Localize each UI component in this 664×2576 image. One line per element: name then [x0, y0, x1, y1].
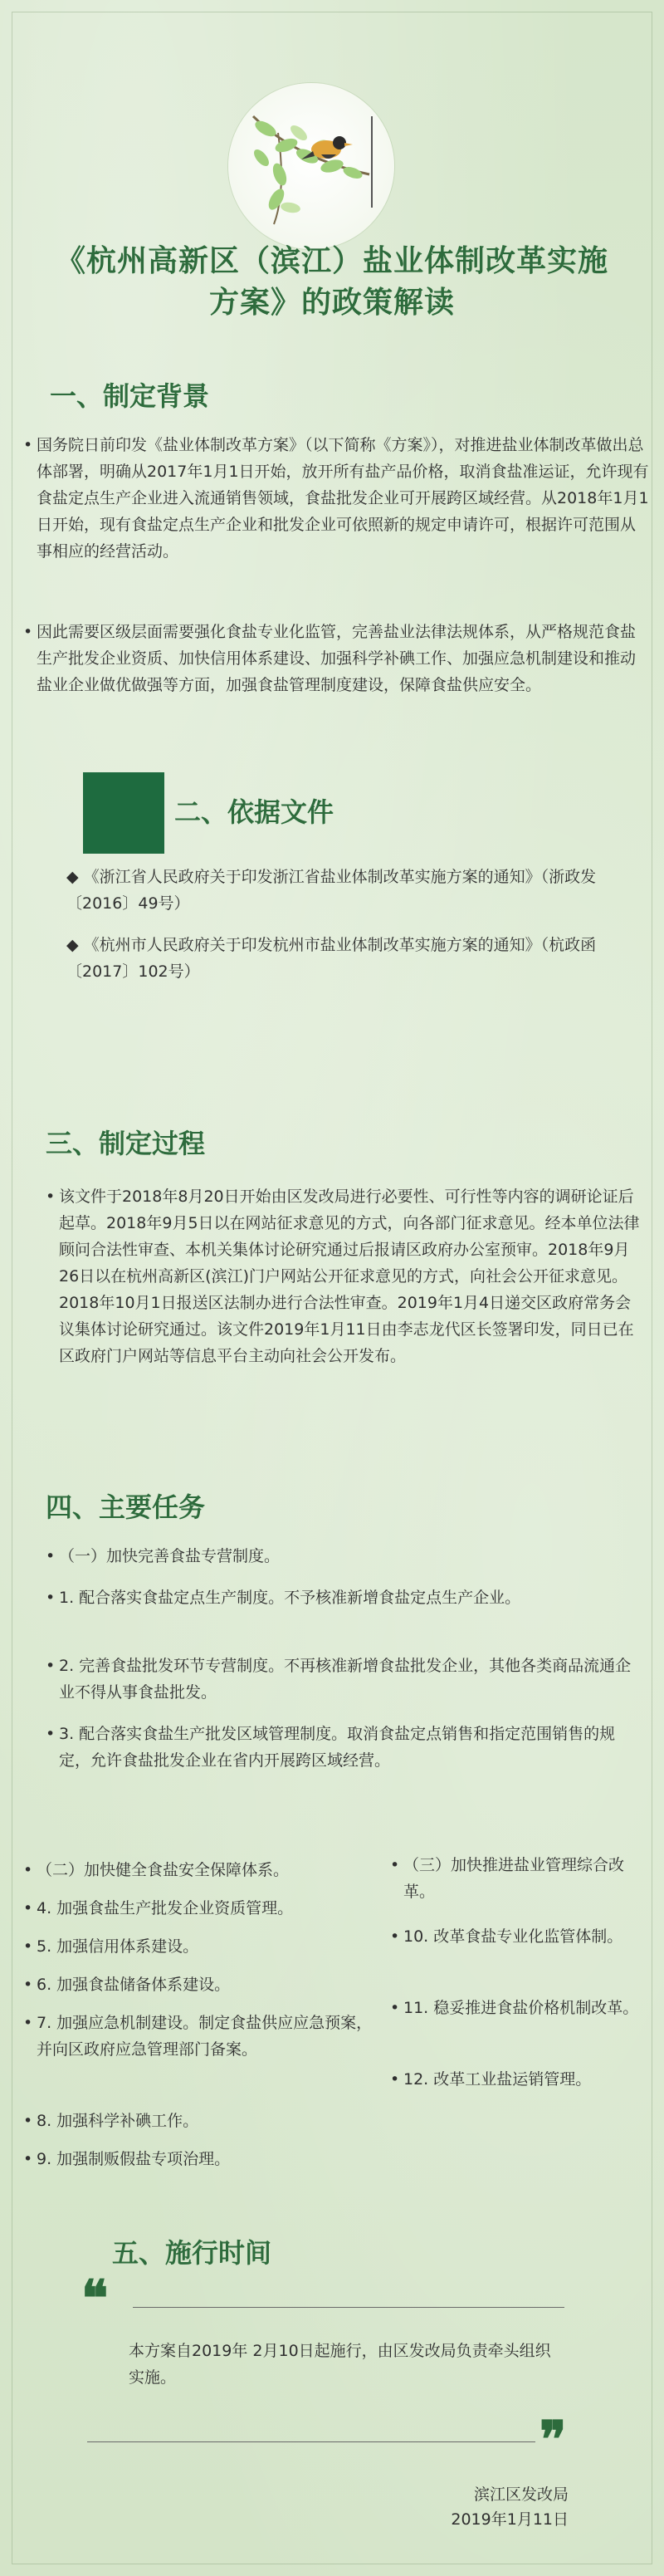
section-heading-basis: 二、依据文件: [174, 796, 334, 828]
bird-branch-icon: [228, 83, 394, 249]
task-item-1: • 1. 配合落实食盐定点生产制度。不予核准新增食盐定点生产企业。: [46, 1589, 521, 1607]
section-heading-effective: 五、施行时间: [112, 2237, 272, 2269]
signature-date: 2019年1月11日: [451, 2510, 569, 2529]
basis-document-1: ◆ 《浙江省人民政府关于印发浙江省盐业体制改革实施方案的通知》（浙政发〔2016〕49号）: [66, 868, 597, 913]
task-item-8: • 8. 加强科学补碘工作。: [23, 2112, 199, 2130]
background-paragraph-2: • 因此需要区级层面需要强化食盐专业化监管，完善盐业法律法规体系，从严格规范食盐生产批发企业资质、加快信用体系建设、加强科学补碘工作、加强应急机制建设和推动盐业企业做优做强等方面，加强食盐管理制度建设，保障食盐供应安全。: [23, 623, 637, 694]
hero-illustration: [228, 83, 394, 249]
task-item-5: • 5. 加强信用体系建设。: [23, 1937, 199, 1956]
task-item-10: • 10. 改革食盐专业化监管体制。: [390, 1927, 623, 1946]
page-title: 《杭州高新区（滨江）盐业体制改革实施方案》的政策解读: [55, 244, 608, 320]
task-item-6: • 6. 加强食盐储备体系建设。: [23, 1976, 231, 1994]
task-item-4: • 4. 加强食盐生产批发企业资质管理。: [23, 1899, 294, 1917]
task-group-1-heading: • （一）加快完善食盐专营制度。: [46, 1547, 281, 1565]
task-item-2: • 2. 完善食盐批发环节专营制度。不再核准新增食盐批发企业，其他各类商品流通企业不得从事食盐批发。: [46, 1657, 632, 1702]
quote-top-line: [133, 2307, 564, 2308]
section-heading-tasks: 四、主要任务: [46, 1491, 206, 1523]
quote-open-icon: ❝: [81, 2270, 109, 2328]
hero-divider: [371, 116, 373, 208]
quote-close-icon: ❞: [540, 2411, 567, 2469]
signature-org: 滨江区发改局: [473, 2485, 569, 2504]
section-decoration-box: [83, 772, 164, 854]
effective-paragraph: 本方案自2019年 2月10日起施行，由区发改局负责牵头组织实施。: [129, 2342, 551, 2387]
task-item-11: • 11. 稳妥推进食盐价格机制改革。: [390, 1999, 639, 2017]
task-item-7: • 7. 加强应急机制建设。制定食盐供应应急预案，并向区政府应急管理部门备案。: [23, 2014, 373, 2059]
task-item-12: • 12. 改革工业盐运销管理。: [390, 2070, 592, 2089]
process-paragraph: • 该文件于2018年8月20日开始由区发改局进行必要性、可行性等内容的调研论证后起草。2018年9月5日以在网站征求意见的方式，向各部门征求意见。经本单位法律顾问合法性审查、本机关集体讨论研究通过后报请区政府办公室预审。2018年9月26日以在杭州高新区(滨江)门户网站公开征求意见的方式，向社会公开征求意见。2018年10月1日报送区法制办进行合法性审查。2019年1月4日递交区政府常务会议集体讨论研究通过。该文件2019年1月11日由李志龙代区长签署印发，同日已在区政府门户网站等信息平台主动向社会公开发布。: [46, 1188, 640, 1365]
task-item-3: • 3. 配合落实食盐生产批发区域管理制度。取消食盐定点销售和指定范围销售的规定，允许食盐批发企业在省内开展跨区域经营。: [46, 1725, 616, 1770]
section-heading-background: 一、制定背景: [50, 380, 210, 412]
section-heading-process: 三、制定过程: [46, 1128, 206, 1159]
basis-document-2: ◆ 《杭州市人民政府关于印发杭州市盐业体制改革实施方案的通知》（杭政函〔2017〕102号）: [66, 936, 597, 981]
task-item-9: • 9. 加强制贩假盐专项治理。: [23, 2150, 231, 2168]
background-paragraph-1: • 国务院日前印发《盐业体制改革方案》（以下简称《方案》），对推进盐业体制改革做出总体部署，明确从2017年1月1日开始，放开所有盐产品价格，取消食盐准运证，允许现有食盐定点生产企业进入流通销售领域，食盐批发企业可开展跨区域经营。从2018年1月1日开始，现有食盐定点生产企业和批发企业可依照新的规定申请许可，根据许可范围从事相应的经营活动。: [23, 436, 649, 561]
task-group-3-heading: • （三）加快推进盐业管理综合改革。: [390, 1856, 625, 1901]
task-group-2-heading: • （二）加快健全食盐安全保障体系。: [23, 1861, 290, 1879]
quote-bottom-line: [87, 2441, 535, 2442]
